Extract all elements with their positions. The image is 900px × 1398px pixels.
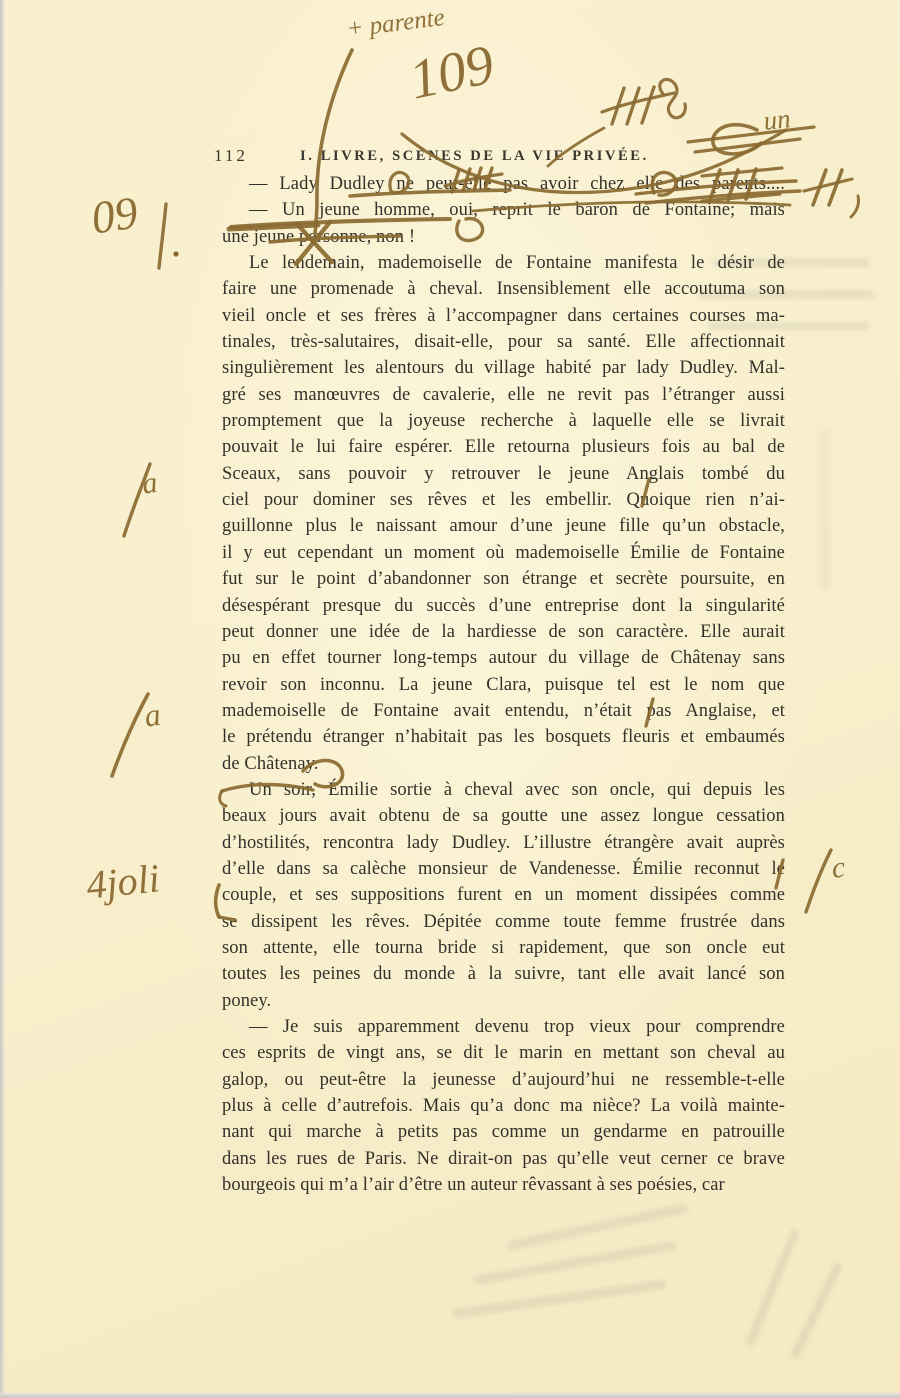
bleedthrough-smudge xyxy=(745,1228,800,1347)
body-line: bourgeois qui m’a l’air d’être un auteur rêvassant à ses poésies, car xyxy=(222,1175,725,1196)
page-number: 112 xyxy=(214,146,248,165)
body-line: couple, et ses suppositions furent en un moment dissipées comme xyxy=(222,885,785,906)
body-line: plus à celle d’autrefois. Mais qu’a donc ma nièce? La voilà mainte- xyxy=(222,1096,785,1117)
number-109: 109 xyxy=(404,33,500,112)
body-line: dans les rues de Paris. Ne dirait-on pas qu’elle veut cerner ce brave xyxy=(222,1148,785,1169)
bar-09 xyxy=(159,204,179,268)
body-line: galop, ou peut-être la jeunesse d’aujourd’hui ne ressemble-t-elle xyxy=(222,1069,785,1090)
body-line: d’elle dans sa calèche monsieur de Vandenesse. Émilie reconnut le xyxy=(222,858,785,879)
body-line: promptement que la joyeuse recherche à laquelle elle se livrait xyxy=(222,411,785,432)
body-line: tinales, très-salutaires, disait-elle, pour sa santé. Elle affectionnait xyxy=(222,332,785,353)
body-line: il y eut cependant un moment où mademoiselle Émilie de Fontaine xyxy=(222,542,785,563)
body-line: ciel pour dominer ses rêves et les embellir. Quoique rien n’ai- xyxy=(222,490,785,511)
body-line: — Un jeune homme, oui, reprit le baron de Fontaine; mais xyxy=(249,200,785,221)
body-line: peut donner une idée de la hardiesse de son caractère. Elle aurait xyxy=(222,621,785,642)
body-line: Le lendemain, mademoiselle de Fontaine manifesta le désir de xyxy=(249,253,785,274)
margin-1a-first: a xyxy=(140,465,160,501)
body-line: d’hostilités, rencontra lady Dudley. L’illustre étrangère avait auprès xyxy=(222,832,785,853)
body-line: beaux jours avait obtenu de sa goutte une assez longue cessation xyxy=(222,806,785,827)
body-line: fut sur le point d’abandonner son étrange et secrète poursuite, en xyxy=(222,569,785,590)
body-line: vieil oncle et ses frères à l’accompagner dans certaines courses ma- xyxy=(222,305,785,326)
bleedthrough-smudge xyxy=(452,1279,666,1319)
note-plus-parente: + parente xyxy=(345,3,447,43)
body-line: faire une promenade à cheval. Insensiblement elle accoutuma son xyxy=(222,279,785,300)
body-line: mademoiselle de Fontaine avait entendu, n’était pas Anglaise, et xyxy=(222,700,785,721)
tally-right-margin xyxy=(804,170,859,217)
body-line: Un soir, Émilie sortie à cheval avec son oncle, qui depuis les xyxy=(249,779,785,800)
margin-09: 09 xyxy=(88,186,141,244)
body-line: pouvait le lui faire espérer. Elle retourna plusieurs fois au bal de xyxy=(222,437,785,458)
body-line: une jeune personne, non ! xyxy=(222,226,416,247)
body-line: toutes les peines du monde à la suivre, tant elle avait lancé son xyxy=(222,964,785,985)
body-line: se dissipent les rêves. Dépitée comme toute femme frustrée dans xyxy=(222,911,785,932)
body-line: son attente, elle tourna bride si rapidement, que son oncle eut xyxy=(222,937,785,958)
bleedthrough-smudge xyxy=(473,1240,677,1285)
dun-strike xyxy=(688,125,814,154)
body-line: de Châtenay. xyxy=(222,753,319,774)
running-header: I. LIVRE, SCÈNES DE LA VIE PRIVÉE. xyxy=(300,148,649,164)
margin-1c: c xyxy=(830,850,847,885)
slash-1c xyxy=(806,850,831,912)
word-un: un xyxy=(762,103,792,136)
body-line: désespérant presque du succès d’une entreprise dont la singularité xyxy=(222,595,785,616)
body-line: singulièrement les alentours du village habité par lady Dudley. Mal- xyxy=(222,358,785,379)
scan-edge-bottom xyxy=(0,1392,900,1398)
body-line: Sceaux, sans pouvoir y retrouver le jeune Anglais tombé du xyxy=(222,463,785,484)
bleedthrough-smudge xyxy=(820,430,830,590)
bleedthrough-smudge xyxy=(789,1261,843,1359)
body-line: ces esprits de vingt ans, se dit le marin en mettant son cheval au xyxy=(222,1043,785,1064)
body-line: le prétendu étranger n’habitait pas les bosquets fleuris et embaumés xyxy=(222,727,785,748)
margin-joli: 4joli xyxy=(84,855,162,908)
body-line: poney. xyxy=(222,990,272,1011)
body-line: nant qui marche à petits pas comme un gendarme en patrouille xyxy=(222,1122,785,1143)
scan-edge-left xyxy=(0,0,5,1398)
body-line: guillonne plus le naissant amour d’une jeune fille qu’un obstacle, xyxy=(222,516,785,537)
body-line: — Lady Dudley ne peut-elle pas avoir chez elle des parents.... xyxy=(249,174,785,194)
body-line: revoir son inconnu. La jeune Clara, puisque tel est le nom que xyxy=(222,674,785,695)
body-line: — Je suis apparemment devenu trop vieux pour comprendre xyxy=(249,1017,785,1037)
margin-1a-second: a xyxy=(142,695,163,734)
body-text-block xyxy=(222,171,785,1198)
body-line: gré ses manœuvres de cavalerie, elle ne revit pas l’étranger aussi xyxy=(222,384,785,405)
body-line: pu en effet tourner long-temps autour du village de Châtenay sans xyxy=(222,648,785,669)
